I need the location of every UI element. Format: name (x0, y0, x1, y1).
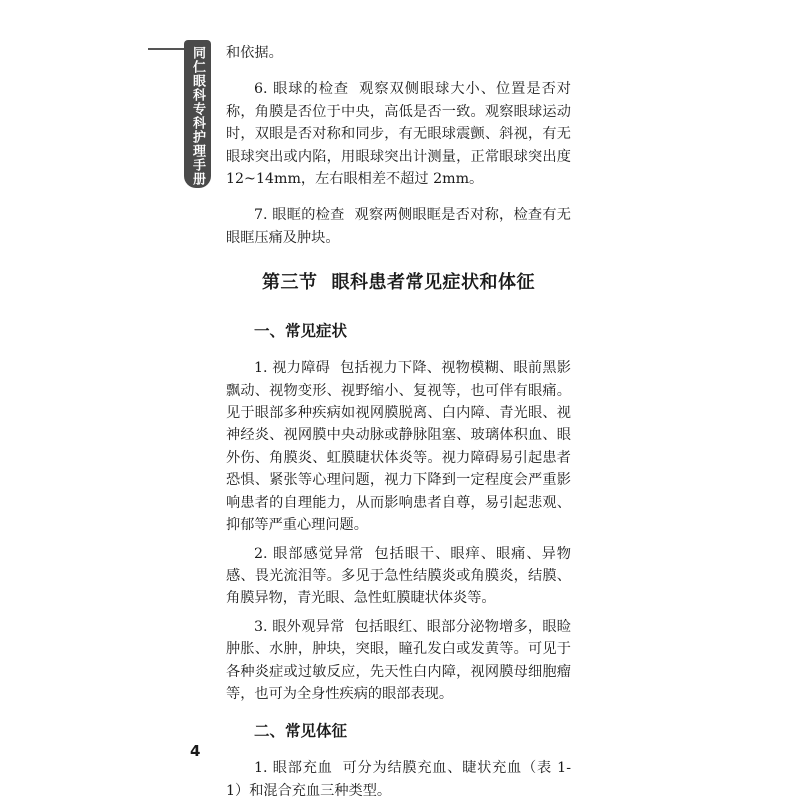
page-body (226, 42, 571, 802)
paragraph-eyeball-exam (226, 78, 571, 190)
item-text: 包括眼红、眼部分泌物增多，眼睑肿胀、水肿，肿块，突眼，瞳孔发白或发黄等。可见于各种炎症或过敏反应，先天性白内障，视网膜母细胞瘤等，也可为全身性疾病的眼部表现。 (226, 618, 571, 702)
sign-item (226, 757, 571, 802)
item-text: 包括视力下降、视物模糊、眼前黑影飘动、视物变形、视野缩小、复视等，也可伴有眼痛。见于眼部多种疾病如视网膜脱离、白内障、青光眼、视神经炎、视网膜中央动脉或静脉阻塞、玻璃体积血、眼外伤、角膜炎、虹膜睫状体炎等。视力障碍易引起患者恐惧、紧张等心理问题，视力下降到一定程度会严重影响患者的自理能力，从而影响患者自尊，易引起悲观、抑郁等严重心理问题。 (226, 360, 571, 534)
item-text: 观察双侧眼球大小、位置是否对称，角膜是否位于中央，高低是否一致。观察眼球运动时，双眼是否对称和同步，有无眼球震颤、斜视，有无眼球突出或内陷，用眼球突出计测量，正常眼球突出度 12~14mm，左右眼相差不超过 2mm。 (226, 81, 571, 188)
symptom-item (226, 616, 571, 706)
section-heading: 眼科患者常见症状和体征 (331, 272, 535, 294)
section-number: 第三节 (262, 272, 318, 294)
subsection-heading-symptoms: 一、常见症状 (254, 322, 348, 341)
page-number: 4 (190, 742, 201, 760)
running-head-text: 同仁眼科专科护理手册 (190, 46, 205, 186)
item-term: 1. 眼部充血 (254, 760, 333, 777)
section-title (226, 269, 571, 297)
running-head-tab (184, 40, 211, 188)
item-text: 可分为结膜充血、睫状充血（表 1-1）和混合充血三种类型。 (226, 760, 571, 799)
symptom-item (226, 357, 571, 536)
item-term: 3. 眼外观异常 (254, 618, 345, 635)
item-term: 1. 视力障碍 (254, 360, 331, 377)
paragraph-gap (226, 64, 571, 78)
paragraph-gap (226, 190, 571, 204)
paragraph-orbit-exam (226, 204, 571, 249)
item-text: 观察两侧眼眶是否对称，检查有无眼眶压痛及肿块。 (226, 207, 571, 246)
item-term: 7. 眼眶的检查 (254, 207, 345, 224)
symptom-item (226, 543, 571, 610)
continued-text: 和依据。 (226, 45, 283, 61)
header-rule (148, 48, 188, 50)
subsection-heading-signs: 二、常见体征 (254, 722, 348, 741)
item-term: 2. 眼部感觉异常 (254, 545, 365, 562)
item-text: 包括眼干、眼痒、眼痛、异物感、畏光流泪等。多见于急性结膜炎或角膜炎，结膜、角膜异物，青光眼、急性虹膜睫状体炎等。 (226, 545, 571, 607)
item-term: 6. 眼球的检查 (254, 81, 350, 98)
